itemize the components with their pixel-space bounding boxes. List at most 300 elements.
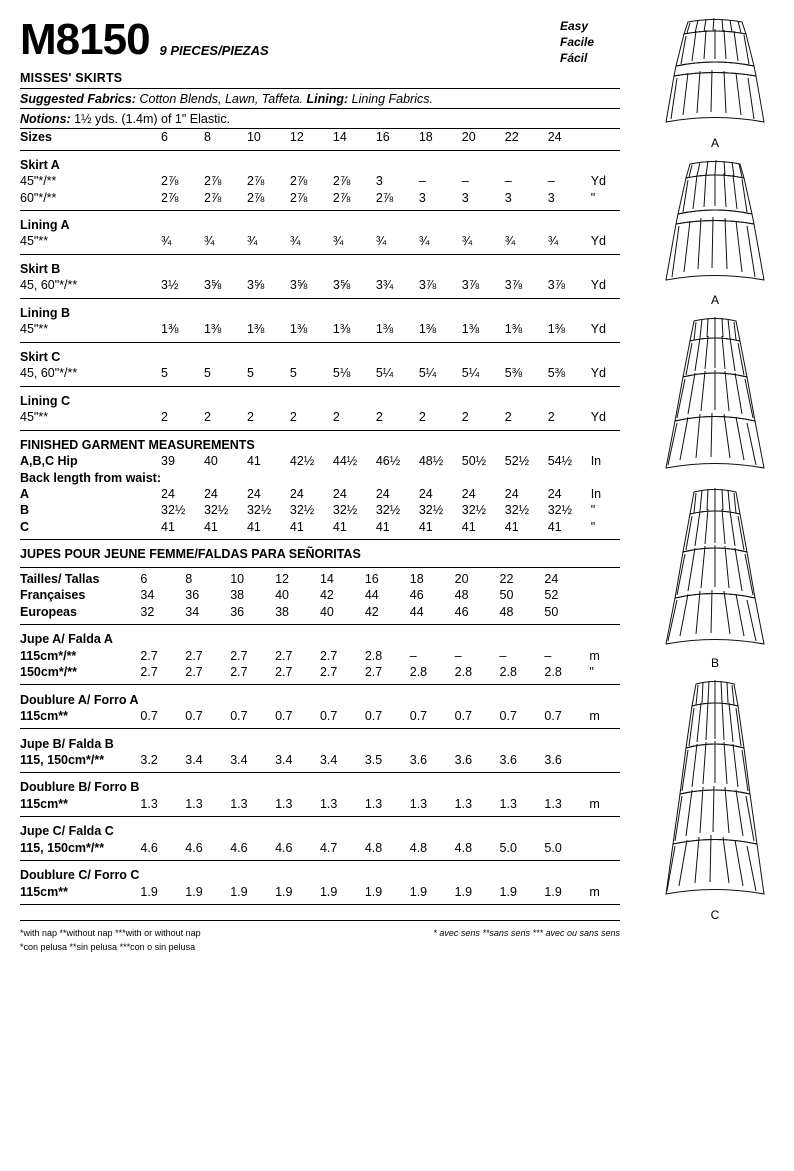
row-unit: Yd <box>590 322 606 337</box>
size-value: 3¾ <box>375 278 394 293</box>
table-section-header <box>20 434 620 453</box>
size-value: 4.7 <box>319 840 338 855</box>
row-unit: Yd <box>590 366 606 381</box>
row-unit: " <box>589 665 594 679</box>
table-row <box>20 129 620 145</box>
size-value: 32 <box>140 604 155 619</box>
table-section-header <box>20 154 620 173</box>
size-value: 2⅞ <box>289 174 308 189</box>
size-value: 12 <box>289 130 304 145</box>
table-row <box>20 752 620 768</box>
view-illustration-b1 <box>640 313 790 478</box>
table-row <box>20 664 620 680</box>
size-value: ¾ <box>203 234 215 249</box>
size-value: – <box>418 174 426 189</box>
size-value: 24 <box>375 486 390 501</box>
view-illustration-b2 <box>640 484 790 670</box>
size-value: 3.6 <box>454 752 473 767</box>
size-value: 4.8 <box>409 840 428 855</box>
row-label: Back length from waist: <box>20 470 161 485</box>
row-label: 45"** <box>20 234 49 249</box>
size-value: 44 <box>364 588 379 603</box>
size-value <box>290 469 333 485</box>
size-value: 50½ <box>461 454 487 469</box>
table-section-header <box>20 390 620 409</box>
table-section-header <box>20 346 620 365</box>
size-value: 1.9 <box>140 884 158 899</box>
row-unit: " <box>590 519 596 534</box>
size-value: 41 <box>504 519 519 534</box>
size-value: 1⅜ <box>547 322 566 337</box>
section-label: Doublure B/ Forro B <box>20 780 140 795</box>
table-row <box>20 233 620 249</box>
size-value: 6 <box>161 130 168 145</box>
view-label-b: B <box>710 656 719 670</box>
size-value: 5 <box>246 366 254 381</box>
size-value: 48 <box>499 604 514 619</box>
size-value: 1.9 <box>499 884 517 899</box>
size-value: 32½ <box>461 503 487 518</box>
size-value: 1.9 <box>319 884 338 899</box>
size-value: 40 <box>319 604 334 619</box>
size-value: – <box>499 648 507 663</box>
size-value: 42 <box>319 588 334 603</box>
size-value: 18 <box>409 571 424 586</box>
page-title: M8150 <box>20 15 150 64</box>
size-value: 3.4 <box>230 752 248 767</box>
skirt-b-tiered-icon <box>650 313 780 478</box>
divider <box>20 535 620 543</box>
size-value: 41 <box>246 519 261 534</box>
section-label: Doublure C/ Forro C <box>20 868 140 883</box>
table-row <box>20 277 620 293</box>
section-label: Jupe B/ Falda B <box>20 736 114 751</box>
size-value: 1.3 <box>319 796 338 811</box>
row-unit: m <box>589 884 600 899</box>
size-value: 34 <box>140 588 155 603</box>
size-value: 32½ <box>375 503 401 518</box>
footnote-fr: * avec sens **sans sens *** avec ou sans sens <box>433 928 620 939</box>
table-section-header <box>20 628 620 647</box>
row-label: C <box>20 519 30 534</box>
row-label: 115, 150cm*/** <box>20 752 105 767</box>
size-value: 32½ <box>332 503 358 518</box>
size-value: 2.8 <box>454 665 473 679</box>
size-value: 42 <box>364 604 379 619</box>
table-section-header <box>20 302 620 321</box>
size-value: 32½ <box>504 503 530 518</box>
table-row <box>20 571 620 587</box>
size-value: 1.3 <box>140 796 158 811</box>
table-section-header <box>20 214 620 233</box>
table-section-header <box>20 820 620 839</box>
size-value: 36 <box>230 604 245 619</box>
size-value: 3 <box>375 174 383 189</box>
lining-label: Lining: <box>306 91 349 106</box>
difficulty-es: Fácil <box>560 51 588 66</box>
size-value: 3⅝ <box>203 278 222 293</box>
row-unit <box>589 752 620 768</box>
size-value <box>333 469 376 485</box>
size-value: 1.3 <box>275 796 293 811</box>
size-value: 18 <box>418 130 433 145</box>
size-value: ¾ <box>246 234 258 249</box>
table-row <box>20 502 620 518</box>
size-value: 1.9 <box>275 884 293 899</box>
row-label: 45"** <box>20 322 49 337</box>
size-value: 41 <box>547 519 562 534</box>
row-unit: Yd <box>590 410 606 425</box>
size-value <box>548 469 591 485</box>
row-unit: In <box>590 454 602 469</box>
size-value: 2⅞ <box>289 190 308 205</box>
spec-column <box>20 62 620 954</box>
size-value: 2.7 <box>319 665 338 679</box>
size-value: 34 <box>185 604 200 619</box>
size-value: 10 <box>230 571 245 586</box>
row-label: B <box>20 503 30 518</box>
size-value: 2⅞ <box>246 174 265 189</box>
size-value: 46 <box>454 604 469 619</box>
divider <box>20 680 620 688</box>
row-unit: In <box>590 486 602 501</box>
section-label: JUPES POUR JEUNE FEMME/FALDAS PARA SEÑORITAS <box>20 547 361 562</box>
size-value: 5.0 <box>499 840 517 855</box>
size-value: 2⅞ <box>203 190 222 205</box>
row-label: 45, 60"*/** <box>20 278 78 293</box>
size-value: 48½ <box>418 454 444 469</box>
size-value: 0.7 <box>409 708 428 723</box>
size-value: 4.8 <box>364 840 383 855</box>
yardage-table-english <box>20 129 620 543</box>
size-value: 0.7 <box>544 708 562 723</box>
size-value: 8 <box>203 130 211 145</box>
difficulty-fr: Facile <box>560 35 595 50</box>
size-value: 41 <box>289 519 304 534</box>
size-value: 2.8 <box>364 648 383 663</box>
size-value: 16 <box>364 571 379 586</box>
size-value: 10 <box>246 130 261 145</box>
table-section-header <box>20 258 620 277</box>
size-value: 24 <box>289 486 304 501</box>
footnotes <box>20 920 620 954</box>
size-value: 39 <box>161 454 175 469</box>
divider <box>20 145 620 153</box>
view-label-a-main: A <box>710 293 719 307</box>
size-value: 2.7 <box>364 665 383 679</box>
size-value <box>462 469 505 485</box>
suggested-fabrics <box>20 89 620 108</box>
section-label: Doublure A/ Forro A <box>20 692 139 707</box>
skirt-a-short-icon <box>650 14 780 134</box>
size-value: 3⅞ <box>461 278 480 293</box>
size-value: 5 <box>203 366 211 381</box>
size-value: 2.7 <box>275 648 293 663</box>
size-value: 1⅜ <box>203 322 222 337</box>
size-value: 14 <box>332 130 347 145</box>
size-value: 3⅞ <box>504 278 523 293</box>
row-label: 45"*/** <box>20 174 57 189</box>
row-unit: " <box>590 503 596 518</box>
section-label: Skirt A <box>20 157 60 172</box>
size-value: ¾ <box>461 234 473 249</box>
fabrics-label: Suggested Fabrics: <box>20 91 136 106</box>
divider <box>20 856 620 864</box>
size-value: 2 <box>461 410 469 425</box>
size-value: 0.7 <box>275 708 293 723</box>
size-value: 40 <box>203 454 218 469</box>
size-value: 1.3 <box>409 796 428 811</box>
size-value: 46 <box>409 588 424 603</box>
row-label: 115cm** <box>20 796 68 811</box>
size-value: 2.7 <box>319 648 338 663</box>
size-value: 38 <box>275 604 289 619</box>
section-label: Lining C <box>20 393 70 408</box>
size-value: 24 <box>547 130 562 145</box>
size-value: 1.9 <box>544 884 562 899</box>
divider <box>20 206 620 214</box>
size-value: 50 <box>544 604 559 619</box>
size-value: 5¼ <box>461 366 480 381</box>
size-value: 24 <box>544 571 559 586</box>
size-value: 0.7 <box>140 708 158 723</box>
size-value: ¾ <box>504 234 516 249</box>
size-value: 1.3 <box>364 796 383 811</box>
size-value: 2.8 <box>499 665 517 679</box>
size-value: 1.3 <box>185 796 203 811</box>
section-label: FINISHED GARMENT MEASUREMENTS <box>20 437 255 452</box>
size-value <box>161 469 204 485</box>
row-label: Tailles/ Tallas <box>20 571 100 586</box>
size-value: 0.7 <box>364 708 383 723</box>
size-value: 1.3 <box>454 796 473 811</box>
size-value: 3.4 <box>319 752 338 767</box>
table-row <box>20 486 620 502</box>
divider <box>20 425 620 433</box>
row-unit: m <box>589 708 600 723</box>
size-value: 2⅞ <box>161 190 179 205</box>
size-value: 32½ <box>246 503 272 518</box>
size-value: 32½ <box>161 503 186 518</box>
size-value: 32½ <box>418 503 444 518</box>
table-row <box>20 469 620 485</box>
divider <box>20 620 620 628</box>
size-value: 3½ <box>161 278 179 293</box>
divider <box>20 768 620 776</box>
table-row <box>20 587 620 603</box>
view-illustration-c <box>640 676 790 922</box>
size-value: 0.7 <box>454 708 473 723</box>
table-section-header <box>20 776 620 795</box>
section-label: Skirt C <box>20 349 61 364</box>
size-value: 41 <box>332 519 347 534</box>
row-label: 115, 150cm*/** <box>20 840 105 855</box>
divider <box>20 724 620 732</box>
row-unit: Yd <box>590 278 606 293</box>
size-value: 2 <box>375 410 383 425</box>
yardage-table-metric <box>20 543 620 908</box>
footnote-en: *with nap **without nap ***with or without nap <box>20 928 201 939</box>
size-value: ¾ <box>161 234 172 249</box>
table-row <box>20 365 620 381</box>
section-label: Skirt B <box>20 262 61 276</box>
size-value: 2.7 <box>185 665 203 679</box>
size-value: 2.8 <box>544 665 562 679</box>
size-value: 32½ <box>289 503 315 518</box>
row-unit: " <box>590 190 596 205</box>
view-label-a: A <box>710 136 719 150</box>
size-value: 3 <box>461 190 469 205</box>
size-value: 20 <box>461 130 476 145</box>
view-illustration-a1 <box>640 14 790 150</box>
size-value: 5¼ <box>375 366 394 381</box>
row-unit <box>591 129 620 145</box>
size-value: 3 <box>547 190 555 205</box>
size-value: 40 <box>275 588 289 603</box>
size-value: 2.7 <box>185 648 203 663</box>
table-row <box>20 189 620 205</box>
size-value: 52½ <box>504 454 530 469</box>
table-row <box>20 518 620 534</box>
view-label-c: C <box>710 908 720 922</box>
size-value: 38 <box>230 588 245 603</box>
size-value: 2 <box>246 410 254 425</box>
size-value: 41 <box>161 519 175 534</box>
size-value <box>419 469 462 485</box>
size-value: – <box>504 174 512 189</box>
size-value: 1.3 <box>230 796 248 811</box>
row-label: 60"*/** <box>20 190 57 205</box>
row-label: 115cm*/** <box>20 648 77 663</box>
size-value: 2⅞ <box>332 190 351 205</box>
size-value: 1.9 <box>185 884 203 899</box>
size-value: 1⅜ <box>504 322 523 337</box>
divider <box>20 812 620 820</box>
size-value: 1⅜ <box>161 322 179 337</box>
row-unit: m <box>589 648 600 663</box>
table-section-header <box>20 864 620 883</box>
size-value: 0.7 <box>319 708 338 723</box>
table-section-header <box>20 543 620 562</box>
size-value: 5 <box>161 366 168 381</box>
difficulty-level <box>560 18 594 67</box>
fabrics-value: Cotton Blends, Lawn, Taffeta. <box>139 91 304 106</box>
size-value: 1⅜ <box>375 322 394 337</box>
size-value: 24 <box>504 486 519 501</box>
size-value: 20 <box>454 571 469 586</box>
size-value: 1⅜ <box>246 322 265 337</box>
size-value: 8 <box>185 571 193 586</box>
divider <box>20 900 620 908</box>
row-unit <box>589 587 620 603</box>
size-value: 3⅞ <box>418 278 437 293</box>
row-unit: Yd <box>590 174 606 189</box>
size-value: 2.8 <box>409 665 428 679</box>
size-value: 4.8 <box>454 840 473 855</box>
size-value: 5 <box>289 366 297 381</box>
size-value: – <box>544 648 552 663</box>
size-value: 2.7 <box>140 665 158 679</box>
row-unit: Yd <box>590 234 606 249</box>
size-value: 3.6 <box>544 752 562 767</box>
size-value: 1⅜ <box>289 322 308 337</box>
size-value: 42½ <box>289 454 315 469</box>
size-value: 41 <box>461 519 476 534</box>
size-value: 46½ <box>375 454 401 469</box>
size-value: 3.4 <box>185 752 203 767</box>
size-value: 5⅛ <box>332 366 351 381</box>
size-value: 2⅞ <box>203 174 222 189</box>
divider <box>20 381 620 389</box>
size-value: 6 <box>140 571 148 586</box>
size-value: 2 <box>418 410 426 425</box>
notions-value: 1½ yds. (1.4m) of 1" Elastic. <box>74 111 231 126</box>
size-value: 3 <box>504 190 512 205</box>
pieces-count: 9 PIECES/PIEZAS <box>159 43 269 58</box>
size-value <box>204 469 247 485</box>
size-value: 0.7 <box>185 708 203 723</box>
size-value: 2 <box>332 410 340 425</box>
size-value: 5⅜ <box>504 366 523 381</box>
size-value: 24 <box>203 486 218 501</box>
size-value: 2 <box>161 410 168 425</box>
size-value: – <box>547 174 555 189</box>
skirt-c-icon <box>650 676 780 906</box>
size-value: 2.7 <box>275 665 293 679</box>
size-value: 2⅞ <box>246 190 265 205</box>
size-value: 48 <box>454 588 469 603</box>
size-value: 1⅜ <box>418 322 437 337</box>
size-value: 2⅞ <box>375 190 394 205</box>
size-value: 2 <box>289 410 297 425</box>
size-value: 2.7 <box>230 665 248 679</box>
difficulty-en: Easy <box>560 19 589 33</box>
row-unit <box>589 571 620 587</box>
size-value: 41 <box>203 519 218 534</box>
size-value: ¾ <box>289 234 301 249</box>
size-value: 3.4 <box>275 752 293 767</box>
size-value: 22 <box>499 571 514 586</box>
size-value: ¾ <box>418 234 430 249</box>
size-value: 5⅜ <box>547 366 566 381</box>
size-value: ¾ <box>375 234 387 249</box>
size-value: 36 <box>185 588 200 603</box>
size-value: 41 <box>375 519 390 534</box>
size-value: 3⅝ <box>246 278 265 293</box>
size-value: 4.6 <box>230 840 248 855</box>
section-label: Lining A <box>20 218 70 233</box>
section-label: Lining B <box>20 305 70 320</box>
size-value: 1.9 <box>230 884 248 899</box>
size-value: 12 <box>275 571 289 586</box>
size-value: 3 <box>418 190 426 205</box>
size-value: 50 <box>499 588 514 603</box>
size-value: 1.3 <box>499 796 517 811</box>
size-value: 4.6 <box>140 840 158 855</box>
size-value: 1⅜ <box>332 322 351 337</box>
section-label: Jupe A/ Falda A <box>20 632 113 647</box>
size-value: 44½ <box>332 454 358 469</box>
row-label: 45"** <box>20 410 49 425</box>
size-value: 3⅝ <box>289 278 308 293</box>
size-value: 1.9 <box>409 884 428 899</box>
size-value: 3.2 <box>140 752 158 767</box>
size-value: 24 <box>547 486 562 501</box>
row-unit: m <box>589 796 600 811</box>
view-illustration-a2 <box>640 156 790 307</box>
skirt-a-icon <box>650 156 780 291</box>
size-value: 3.6 <box>409 752 428 767</box>
